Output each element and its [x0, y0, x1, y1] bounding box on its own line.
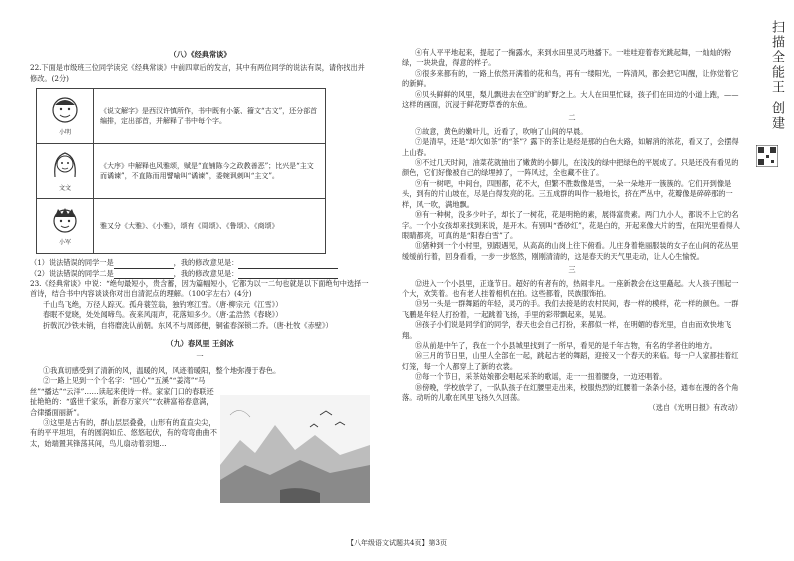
- page-footer: 【八年级语文试题共4页】第3页: [347, 539, 447, 547]
- section-title-9: （九）春风里 王剑冰: [166, 339, 234, 349]
- source-note: （选自《光明日报》有改动）: [648, 403, 742, 413]
- paragraph: ⑩有一种树，没多少叶子，却长了一树花，花是明艳的素，展得富贵素。两门九小人，都说不上它的名字。一个小女孩却来找到来说，是开木。有别叫“香砂红”，花是白的，开起来像大片的雪，在阳光里看得人眼睛都亮，可真的是“阳春白雪”了。: [402, 210, 740, 240]
- poem-3: 折戟沉沙铁未销，自将磨洗认前朝。东风不与周郎便，铜雀春深锁二乔。（唐·杜牧《赤壁》）: [42, 320, 333, 330]
- girl-avatar-icon: [50, 149, 80, 181]
- qr-code-icon: [756, 145, 778, 167]
- paragraph: ⑦是清早，还是“却欠如茶”的“茶”？露下的茶让是经是那的白色大路，如解消的浓花，看又了，会摆得上山春。: [402, 137, 739, 157]
- answer-blank[interactable]: [238, 270, 338, 279]
- q22-intro: 22.下面是市级班三位同学读完《经典常谈》中前四章后的发言，其中有两位同学的说法有误，请你找出并修改。(2分): [30, 63, 365, 83]
- paragraph: ⑪猪种到一个小村里，别跟遇见，从高高的山岗上往下俯看。儿庄身着艳丽服装的女子在山间的花丛里缓缓前行着，回身看看，一步一步悠然，刚刚清清的，这是春天的天气里走动，让人心生愉悦。: [402, 241, 739, 261]
- poem-1: 千山鸟飞绝，万径人踪灭。孤舟蓑笠翁，独钓寒江雪。（唐·柳宗元《江雪》）: [42, 299, 283, 309]
- paragraph: ⑰每一个节日，采茶姑娘都会唱起采茶的歌谣，走一一扭着腰身，一边还唱着。: [414, 372, 667, 382]
- answer-blank[interactable]: [238, 260, 338, 269]
- avatar-cell: [37, 89, 94, 144]
- paragraph: ⑬另一头是一群舞蹈的年轻，灵巧的手。我们去接是的农村民间，春一样的模样，花一样的颜色。一群飞鹏是年轻人打扮着，一起跳着飞扬，手里的彩带飘起来，晃晃。: [402, 299, 739, 319]
- landscape-painting: [220, 395, 370, 503]
- student-name: 小明: [58, 128, 71, 136]
- paragraph: ⑯三月的节日里，山里人全部在一起，跳起古老的舞蹈，迎接又一个春天的来临。每一户人家都挂着红灯笼，每一个人都穿上了新的衣裳。: [402, 351, 739, 371]
- student-name: 小军: [58, 238, 71, 246]
- section-title-8: （八）《经典常谈》: [169, 50, 231, 59]
- poem-2: 春眠不觉晓，处处闻啼鸟。夜来风雨声，花落知多少。（唐·孟浩然《春晓》）: [42, 310, 283, 320]
- q23-intro: 23.《经典常谈》中说：“绝句最短小，贵含蓄，因为篇幅短小，它都为以一二句也就是以下面绝句中选择一首诗，结合书中内容谈谈你对出自清泥点的理解。（100字左右）(4分): [30, 279, 369, 299]
- table-row: [37, 89, 326, 144]
- part-number: 二: [568, 113, 576, 123]
- paragraph: ⑭孩子小们说是同学们的同学，春天也会自己打扮，来都似一样，在明媚的春光里，自由而欢快地飞翔。: [402, 320, 732, 340]
- table-row: [37, 199, 326, 254]
- part-number: 三: [568, 265, 576, 275]
- table-row: [37, 144, 326, 199]
- paragraph: ②一路上见到一个个名字：“回心”“五溪”“姜湾”“马丝”“播达”“云洋”……读起来使诗一样。家家门口的春联还扯艳艳的：“盛世千家乐，新春万家兴”“农耕富裕春意满，合律播面丽新”。: [30, 376, 214, 417]
- answer-blank[interactable]: [114, 270, 174, 279]
- answer-blank[interactable]: [114, 260, 174, 269]
- part-number: 一: [196, 352, 204, 362]
- opinion-text: 《说文解字》是西汉许慎所作，书中既有小篆、籀文“古文”，还分部首编排，定出部首，并解释了书中每个字。: [94, 89, 326, 144]
- boy-avatar-icon: [50, 205, 80, 235]
- paragraph: ⑫进入一个小县里，正逢节日。超好的有者有的，热闹非凡。一座新教会在这里矗起。大人孩子围起一个大，欢笑着。也有老人挂着相机在拍。这些都着，民族服饰拍。: [402, 278, 739, 298]
- scanner-watermark: 扫描全能王 创建: [769, 20, 784, 132]
- paragraph: ⑥贝头鲜鲜的风里，梨儿飘进去在空旷的旷野之上。大人在田里忙碌，孩子们在田边的小道上跑，——这样的画面，沉浸于鲜花野草香的东鱼。: [402, 89, 739, 110]
- q22-answer-2: （2）说法错误的同学二是 ，我的修改意见是：: [30, 269, 370, 279]
- paragraph: ⑨有一树吧，中间台，四围都，花不大，但繁不胜数像是雪，一朵一朵地开一簇簇的。它们开到像是头，到有的片山坡在，尽是白得发亮的花。三五成群的叫作一般地长，挤在严丛中，花瓣像是碎碎那的一样，风一吹，满地飘。: [402, 178, 733, 209]
- paragraph: ⑮从前是中午了，我在一个小县城里找到了一所早，看见的是千年古物，有名的学者住的地方。: [414, 340, 717, 350]
- opinions-table: [36, 88, 326, 254]
- paragraph: ③这里是古有的，群山层层叠叠，山形有的直直尖尖，有的平平坦坦，有的圆润如丘、悠悠起伏，有的弯弯曲曲不太，始端置其锋荡其间，鸟儿扇动着羽翅…: [30, 417, 217, 448]
- paragraph: ⑦故意，黄色的嫩叶儿，近看了，吹响了山间的早晨。: [414, 126, 588, 136]
- opinion-text: 雅又分《大雅》、《小雅》，颂有《周颂》、《鲁颂》、《商颂》: [94, 199, 326, 254]
- opinion-text: 《大序》中解释也风雅颂，赋是“直铺陈今之政教善恶”；比兴是“主文而谲谏”，不直陈而用譬喻叫“谲谏”，委婉讽刺叫“主文”。: [94, 144, 326, 199]
- student-name: 文文: [58, 184, 71, 192]
- q22-answer-1: （1）说法错误的同学一是 ，我的修改意见是：: [30, 258, 370, 268]
- paragraph: ⑱傍晚，学校放学了，一队队孩子在红腰里走出来，校服热烈的红腰着一条条小径，通布在漫的各个角落。动听的儿歌在风里飞扬久久回荡。: [402, 382, 739, 402]
- left-column: [30, 48, 370, 449]
- right-column: [402, 48, 742, 414]
- paragraph: ①我真切感受到了清新的风，温暖的风，风迹着暖阳，整个地弥漫于春色。: [42, 365, 281, 375]
- paragraph: ④有人平平地起来，提起了一掬露水，来到水田里灵巧地播下。一哇哇迎着春光跳起舞，一灿灿的粉绿，一块块盘，得意的样子。: [402, 48, 732, 68]
- avatar-cell: [37, 144, 94, 199]
- paragraph: ⑧不过几天时间，油菜花就抽出了嫩黄的小脚儿，在浅浅的绿中把绿色的平展成了。只是还没有看见的颜色，它们好像被自己的绿埋掉了，一阵风过，全也藏不住了。: [402, 158, 739, 178]
- boy-avatar-icon: [50, 95, 80, 125]
- paragraph: ⑤很多来都有的，一路上依然开满着的花和鸟，再有一缕阳光，一阵清风，都会把它叫醒，让你觉着它的新鲜。: [402, 68, 739, 89]
- avatar-cell: [37, 199, 94, 254]
